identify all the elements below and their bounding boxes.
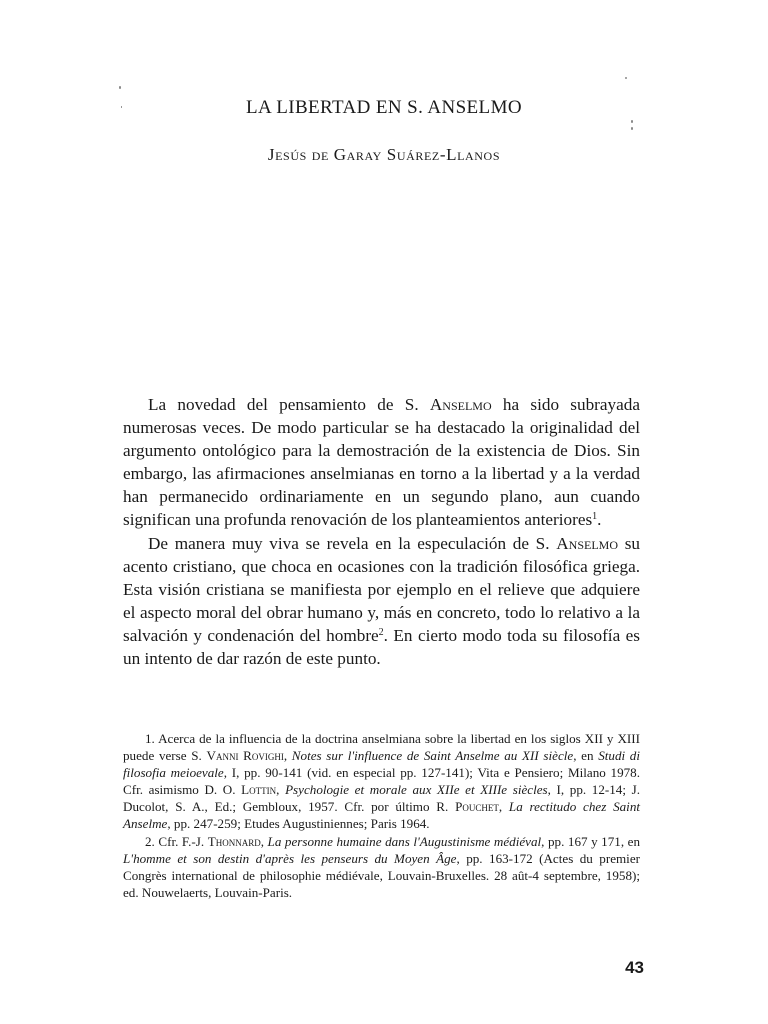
cited-author: Thonnard — [207, 833, 261, 849]
footnote-1 — [123, 730, 640, 833]
text-run: , pp. 167 y 171, en — [541, 833, 640, 849]
cited-author: Vanni Rovighi — [206, 748, 284, 764]
author-name: Anselmo — [429, 395, 492, 414]
cited-author: Pouchet — [455, 799, 499, 815]
text-run: , en — [573, 748, 599, 764]
scan-speck — [631, 120, 633, 123]
text-run: , — [276, 782, 286, 798]
cited-title: L'homme et son destin d'après les penseurs du Moyen Âge — [123, 850, 457, 866]
cited-title: La rectitudo chez Saint Anselme — [123, 799, 641, 832]
page-number: 43 — [625, 958, 644, 977]
footnotes — [123, 730, 640, 901]
scan-speck — [631, 127, 633, 130]
footnote-ref: 1 — [592, 511, 598, 523]
cited-title: Notes sur l'influence de Saint Anselme au XII siècle — [291, 748, 574, 764]
article-title: LA LIBERTAD EN S. ANSELMO — [246, 97, 522, 118]
text-run: 1. Acerca de la influencia de la doctrina anselmiana sobre la libertad en los siglos XII y XIII puede verse S. — [123, 731, 640, 764]
text-run: ha sido subrayada numerosas veces. De modo particular se ha destacado la originalidad del argumento ontológico para la demostración de la existencia de Dios. Sin embargo, las afirmaciones anselmianas en torno a la libertad y a la verdad han permanecido ordinariamente en un segundo plano, aun cuando significan una profunda renovación de los planteamientos anteriores — [123, 395, 640, 530]
footnote-ref: 2 — [378, 626, 384, 638]
cited-title: La personne humaine dans l'Augustinisme médiéval — [267, 833, 542, 849]
scan-speck — [625, 77, 627, 79]
article-author: Jesús de Garay Suárez-Llanos — [267, 145, 501, 164]
scan-speck — [119, 86, 121, 89]
text-run: , — [260, 833, 268, 849]
cited-title: Psychologie et morale aux XIIe et XIIIe siècles — [285, 782, 548, 798]
text-run: , — [498, 799, 509, 815]
text-run: . — [597, 510, 602, 530]
text-run: , I, pp. 12-14; J. Ducolot, S. A., Ed.; Gembloux, 1957. Cfr. por último R. — [123, 782, 640, 815]
text-run: , I, pp. 90-141 (vid. en especial pp. 127-141); Vita e Pensiero; Milano 1978. Cfr. asimismo D. O. — [123, 765, 640, 798]
text-run: 2. Cfr. F.-J. — [145, 833, 208, 849]
text-run: su acento cristiano, que choca en ocasiones con la tradición filosófica griega. Esta visión cristiana se manifiesta por ejemplo en el relieve que adquiere el aspecto moral del obrar humano y, más en concreto, todo lo relativo a la salvación y condenación del hombre — [123, 533, 640, 645]
body-paragraph — [123, 532, 640, 671]
author-name: Anselmo — [556, 533, 618, 553]
body-paragraph — [123, 393, 640, 532]
footnote-2 — [123, 833, 640, 901]
text-run: . En cierto modo toda su filosofía es un intento de dar razón de este punto. — [123, 625, 640, 669]
article-body — [123, 393, 640, 670]
text-run: La novedad del pensamiento de S. — [148, 395, 430, 414]
cited-title: Studi di filosofia meioevale — [123, 748, 640, 781]
text-run: , pp. 163-172 (Actes du premier Congrès international de philosophie médiévale, Louvain-Bruxelles. 28 aût-4 septembre, 1958); ed. Nouwelaerts, Louvain-Paris. — [123, 850, 640, 900]
text-run: , pp. 247-259; Etudes Augustiniennes; Paris 1964. — [167, 816, 430, 832]
text-run: De manera muy viva se revela en la especulación de S. — [148, 533, 557, 553]
text-run: , — [283, 748, 292, 764]
cited-author: Lottin — [241, 782, 277, 798]
